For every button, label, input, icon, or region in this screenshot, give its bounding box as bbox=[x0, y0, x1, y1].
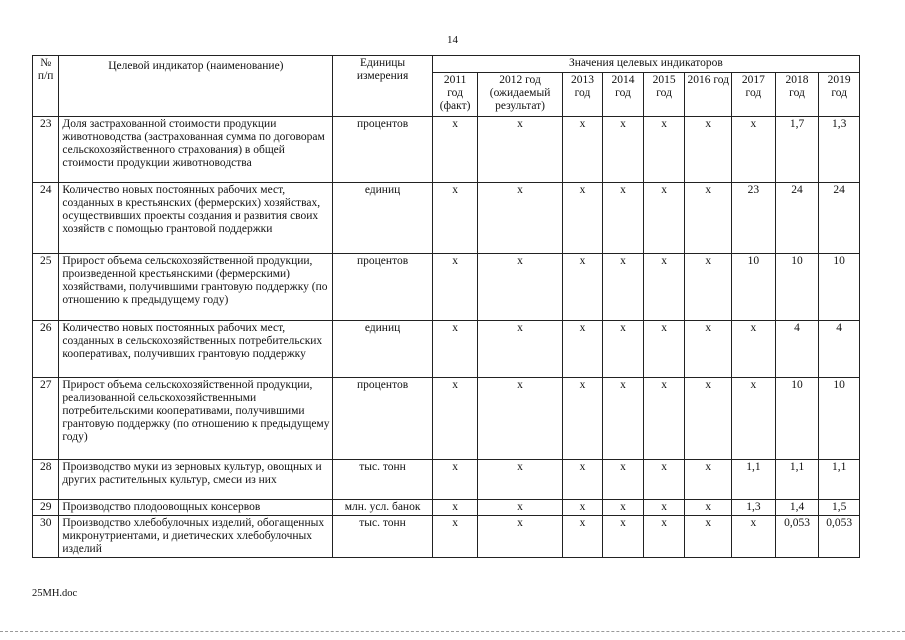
page-bottom-divider bbox=[0, 631, 905, 632]
header-unit: Единицы измерения bbox=[333, 56, 432, 117]
value-cell: x bbox=[562, 321, 603, 378]
value-cell: x bbox=[603, 254, 644, 321]
value-cell: x bbox=[562, 500, 603, 516]
value-cell: x bbox=[432, 516, 478, 558]
row-number: 28 bbox=[33, 460, 59, 500]
value-cell: x bbox=[685, 183, 732, 254]
table-row bbox=[33, 183, 860, 254]
value-cell: 1,3 bbox=[819, 117, 860, 183]
row-number: 25 bbox=[33, 254, 59, 321]
value-cell: x bbox=[643, 321, 685, 378]
header-values-group: Значения целевых индикаторов bbox=[432, 56, 859, 73]
header-name: Целевой индикатор (наименование) bbox=[59, 56, 333, 117]
table-header bbox=[33, 56, 860, 117]
row-number: 23 bbox=[33, 117, 59, 183]
value-cell: x bbox=[643, 460, 685, 500]
table-row bbox=[33, 460, 860, 500]
value-cell: x bbox=[603, 321, 644, 378]
header-year-7: 2018 год bbox=[775, 73, 819, 117]
row-number: 24 bbox=[33, 183, 59, 254]
value-cell: 10 bbox=[775, 254, 819, 321]
value-cell: x bbox=[478, 254, 562, 321]
value-cell: x bbox=[643, 500, 685, 516]
indicator-name: Количество новых постоянных рабочих мест, созданных в крестьянских (фермерских) хозяйствах, осуществивших проекты создания и развития своих хозяйств с помощью грантовой поддержки bbox=[59, 183, 333, 254]
value-cell: 1,1 bbox=[775, 460, 819, 500]
value-cell: 24 bbox=[775, 183, 819, 254]
row-number: 27 bbox=[33, 378, 59, 460]
value-cell: x bbox=[685, 516, 732, 558]
indicators-table bbox=[32, 55, 860, 558]
table-row bbox=[33, 321, 860, 378]
header-year-1: 2012 год (ожидаемый результат) bbox=[478, 73, 562, 117]
value-cell: 4 bbox=[819, 321, 860, 378]
indicator-name: Производство хлебобулочных изделий, обогащенных микронутриентами, и диетических хлебобулочных изделий bbox=[59, 516, 333, 558]
value-cell: 4 bbox=[775, 321, 819, 378]
value-cell: x bbox=[562, 460, 603, 500]
indicator-name: Количество новых постоянных рабочих мест, созданных в сельскохозяйственных потребительских кооперативах, получивших грантовую поддержку bbox=[59, 321, 333, 378]
value-cell: x bbox=[732, 321, 776, 378]
value-cell: x bbox=[432, 460, 478, 500]
table-row bbox=[33, 516, 860, 558]
unit-cell: процентов bbox=[333, 254, 432, 321]
value-cell: x bbox=[603, 460, 644, 500]
value-cell: x bbox=[432, 254, 478, 321]
header-year-8: 2019 год bbox=[819, 73, 860, 117]
value-cell: x bbox=[432, 183, 478, 254]
value-cell: x bbox=[562, 117, 603, 183]
table-row bbox=[33, 500, 860, 516]
value-cell: x bbox=[432, 378, 478, 460]
header-num: № п/п bbox=[33, 56, 59, 117]
value-cell: x bbox=[432, 500, 478, 516]
value-cell: x bbox=[685, 117, 732, 183]
unit-cell: процентов bbox=[333, 117, 432, 183]
table-row bbox=[33, 254, 860, 321]
table-body bbox=[33, 117, 860, 558]
row-number: 29 bbox=[33, 500, 59, 516]
value-cell: 1,1 bbox=[819, 460, 860, 500]
table-row bbox=[33, 117, 860, 183]
value-cell: x bbox=[562, 378, 603, 460]
value-cell: x bbox=[478, 500, 562, 516]
value-cell: 1,7 bbox=[775, 117, 819, 183]
header-year-3: 2014 год bbox=[603, 73, 644, 117]
value-cell: x bbox=[685, 378, 732, 460]
page-number: 14 bbox=[447, 34, 458, 46]
value-cell: x bbox=[685, 500, 732, 516]
value-cell: x bbox=[643, 516, 685, 558]
row-number: 26 bbox=[33, 321, 59, 378]
value-cell: x bbox=[643, 378, 685, 460]
value-cell: 10 bbox=[819, 378, 860, 460]
unit-cell: процентов bbox=[333, 378, 432, 460]
indicator-name: Производство муки из зерновых культур, овощных и других растительных культур, смеси из них bbox=[59, 460, 333, 500]
value-cell: x bbox=[478, 183, 562, 254]
value-cell: x bbox=[603, 378, 644, 460]
value-cell: 1,5 bbox=[819, 500, 860, 516]
value-cell: x bbox=[603, 183, 644, 254]
value-cell: x bbox=[603, 500, 644, 516]
value-cell: 10 bbox=[732, 254, 776, 321]
indicator-name: Прирост объема сельскохозяйственной продукции, реализованной сельскохозяйственными потребительскими кооперативами, получившими грантовую поддержку (по отношению к предыдущему году) bbox=[59, 378, 333, 460]
value-cell: x bbox=[432, 321, 478, 378]
value-cell: 23 bbox=[732, 183, 776, 254]
value-cell: x bbox=[732, 378, 776, 460]
header-year-4: 2015 год bbox=[643, 73, 685, 117]
unit-cell: тыс. тонн bbox=[333, 460, 432, 500]
unit-cell: млн. усл. банок bbox=[333, 500, 432, 516]
value-cell: x bbox=[685, 254, 732, 321]
value-cell: x bbox=[685, 460, 732, 500]
value-cell: 1,1 bbox=[732, 460, 776, 500]
value-cell: 0,053 bbox=[775, 516, 819, 558]
value-cell: x bbox=[562, 254, 603, 321]
value-cell: x bbox=[732, 117, 776, 183]
header-year-2: 2013 год bbox=[562, 73, 603, 117]
value-cell: x bbox=[643, 117, 685, 183]
value-cell: 10 bbox=[819, 254, 860, 321]
value-cell: x bbox=[432, 117, 478, 183]
value-cell: x bbox=[478, 460, 562, 500]
value-cell: 24 bbox=[819, 183, 860, 254]
indicator-name: Производство плодоовощных консервов bbox=[59, 500, 333, 516]
header-year-6: 2017 год bbox=[732, 73, 776, 117]
value-cell: x bbox=[643, 254, 685, 321]
header-year-5: 2016 год bbox=[685, 73, 732, 117]
indicator-name: Прирост объема сельскохозяйственной продукции, произведенной крестьянскими (фермерскими) хозяйствами, получившими грантовую поддержку (по отношению к предыдущему году) bbox=[59, 254, 333, 321]
unit-cell: единиц bbox=[333, 321, 432, 378]
unit-cell: единиц bbox=[333, 183, 432, 254]
unit-cell: тыс. тонн bbox=[333, 516, 432, 558]
value-cell: 10 bbox=[775, 378, 819, 460]
header-year-0: 2011 год (факт) bbox=[432, 73, 478, 117]
value-cell: x bbox=[562, 183, 603, 254]
value-cell: x bbox=[732, 516, 776, 558]
table-row bbox=[33, 378, 860, 460]
file-name: 25МН.doc bbox=[32, 588, 78, 599]
value-cell: x bbox=[643, 183, 685, 254]
value-cell: 0,053 bbox=[819, 516, 860, 558]
value-cell: x bbox=[478, 117, 562, 183]
value-cell: x bbox=[603, 516, 644, 558]
row-number: 30 bbox=[33, 516, 59, 558]
value-cell: 1,4 bbox=[775, 500, 819, 516]
value-cell: x bbox=[562, 516, 603, 558]
value-cell: x bbox=[685, 321, 732, 378]
value-cell: x bbox=[478, 378, 562, 460]
value-cell: x bbox=[478, 516, 562, 558]
value-cell: x bbox=[478, 321, 562, 378]
indicator-name: Доля застрахованной стоимости продукции животноводства (застрахованная сумма по договорам сельскохозяйственного страхования) в общей стоимости продукции животноводства bbox=[59, 117, 333, 183]
value-cell: 1,3 bbox=[732, 500, 776, 516]
value-cell: x bbox=[603, 117, 644, 183]
